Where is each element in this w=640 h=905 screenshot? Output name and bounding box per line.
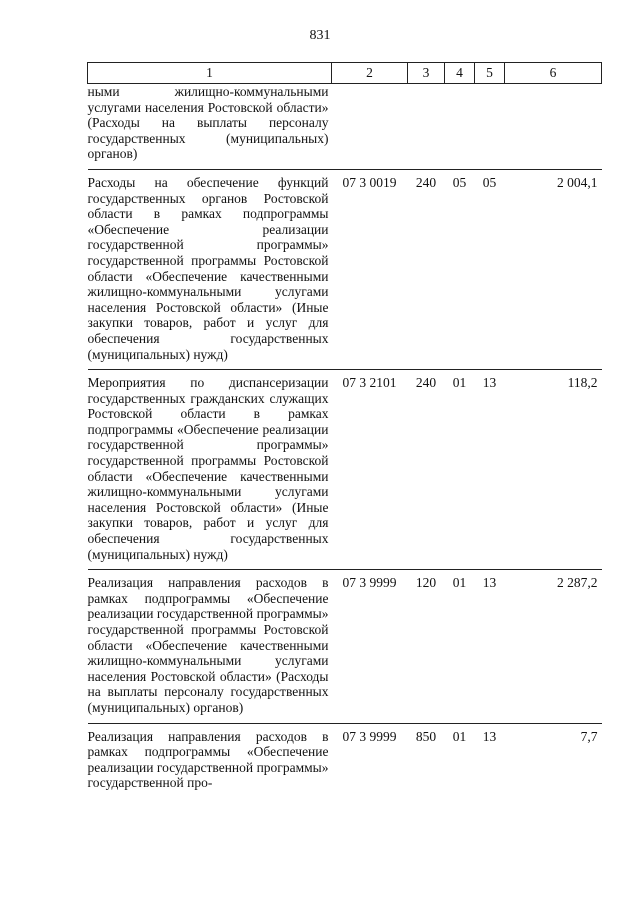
header-row xyxy=(88,63,602,84)
row-expense-type: 240 xyxy=(408,370,445,570)
row-description: Реализация направления расходов в рамках подпрограммы «Обеспечение реализации государственной программы» государственной программы Ростовской области «Обеспечение качественными жилищно-коммунальными услугами населения Ростовской области» (Расходы на выплаты персоналу государственных (муниципальных) органов) xyxy=(88,570,332,723)
row-target-code: 07 3 9999 xyxy=(332,570,408,723)
row-expense-type: 240 xyxy=(408,169,445,369)
row-description: Мероприятия по диспансеризации государственных гражданских служащих Ростовской области в рамках подпрограммы «Обеспечение реализации государственной программы» государственной программы Ростовской области «Обеспечение качественными жилищно-коммунальными услугами населения Ростовской области» (Иные закупки товаров, работ и услуг для обеспечения государственных (муниципальных) нужд) xyxy=(88,370,332,570)
header-col-1: 1 xyxy=(88,63,332,84)
table-row xyxy=(88,570,602,723)
header-col-6: 6 xyxy=(505,63,602,84)
row-target-code: 07 3 9999 xyxy=(332,723,408,798)
row-amount: 118,2 xyxy=(505,370,602,570)
row-target-code: 07 3 2101 xyxy=(332,370,408,570)
row-section xyxy=(445,84,475,170)
budget-table xyxy=(87,62,602,798)
table-row xyxy=(88,84,602,170)
row-expense-type: 120 xyxy=(408,570,445,723)
table-body xyxy=(88,84,602,798)
row-subsection xyxy=(475,84,505,170)
header-col-4: 4 xyxy=(445,63,475,84)
row-target-code: 07 3 0019 xyxy=(332,169,408,369)
row-subsection: 13 xyxy=(475,570,505,723)
row-section: 05 xyxy=(445,169,475,369)
table-row xyxy=(88,723,602,798)
row-section: 01 xyxy=(445,570,475,723)
header-col-3: 3 xyxy=(408,63,445,84)
row-subsection: 13 xyxy=(475,723,505,798)
row-section: 01 xyxy=(445,370,475,570)
row-subsection: 05 xyxy=(475,169,505,369)
row-description: Реализация направления расходов в рамках подпрограммы «Обеспечение реализации государственной программы» государственной про- xyxy=(88,723,332,798)
page-number: 831 xyxy=(309,28,331,43)
row-subsection: 13 xyxy=(475,370,505,570)
row-description: Расходы на обеспечение функций государственных органов Ростовской области в рамках подпрограммы «Обеспечение реализации государственной программы» государственной программы Ростовской области «Обеспечение качественными жилищно-коммунальными услугами населения Ростовской области» (Иные закупки товаров, работ и услуг для обеспечения государственных (муниципальных) нужд) xyxy=(88,169,332,369)
row-expense-type: 850 xyxy=(408,723,445,798)
row-target-code xyxy=(332,84,408,170)
header-col-5: 5 xyxy=(475,63,505,84)
table-header xyxy=(88,63,602,84)
row-amount: 7,7 xyxy=(505,723,602,798)
table-row xyxy=(88,169,602,369)
row-amount: 2 004,1 xyxy=(505,169,602,369)
header-col-2: 2 xyxy=(332,63,408,84)
row-amount xyxy=(505,84,602,170)
table-row xyxy=(88,370,602,570)
row-expense-type xyxy=(408,84,445,170)
row-description: ными жилищно-коммунальными услугами населения Ростовской области» (Расходы на выплаты персоналу государственных (муниципальных) органов) xyxy=(87,84,329,162)
row-amount: 2 287,2 xyxy=(505,570,602,723)
row-section: 01 xyxy=(445,723,475,798)
